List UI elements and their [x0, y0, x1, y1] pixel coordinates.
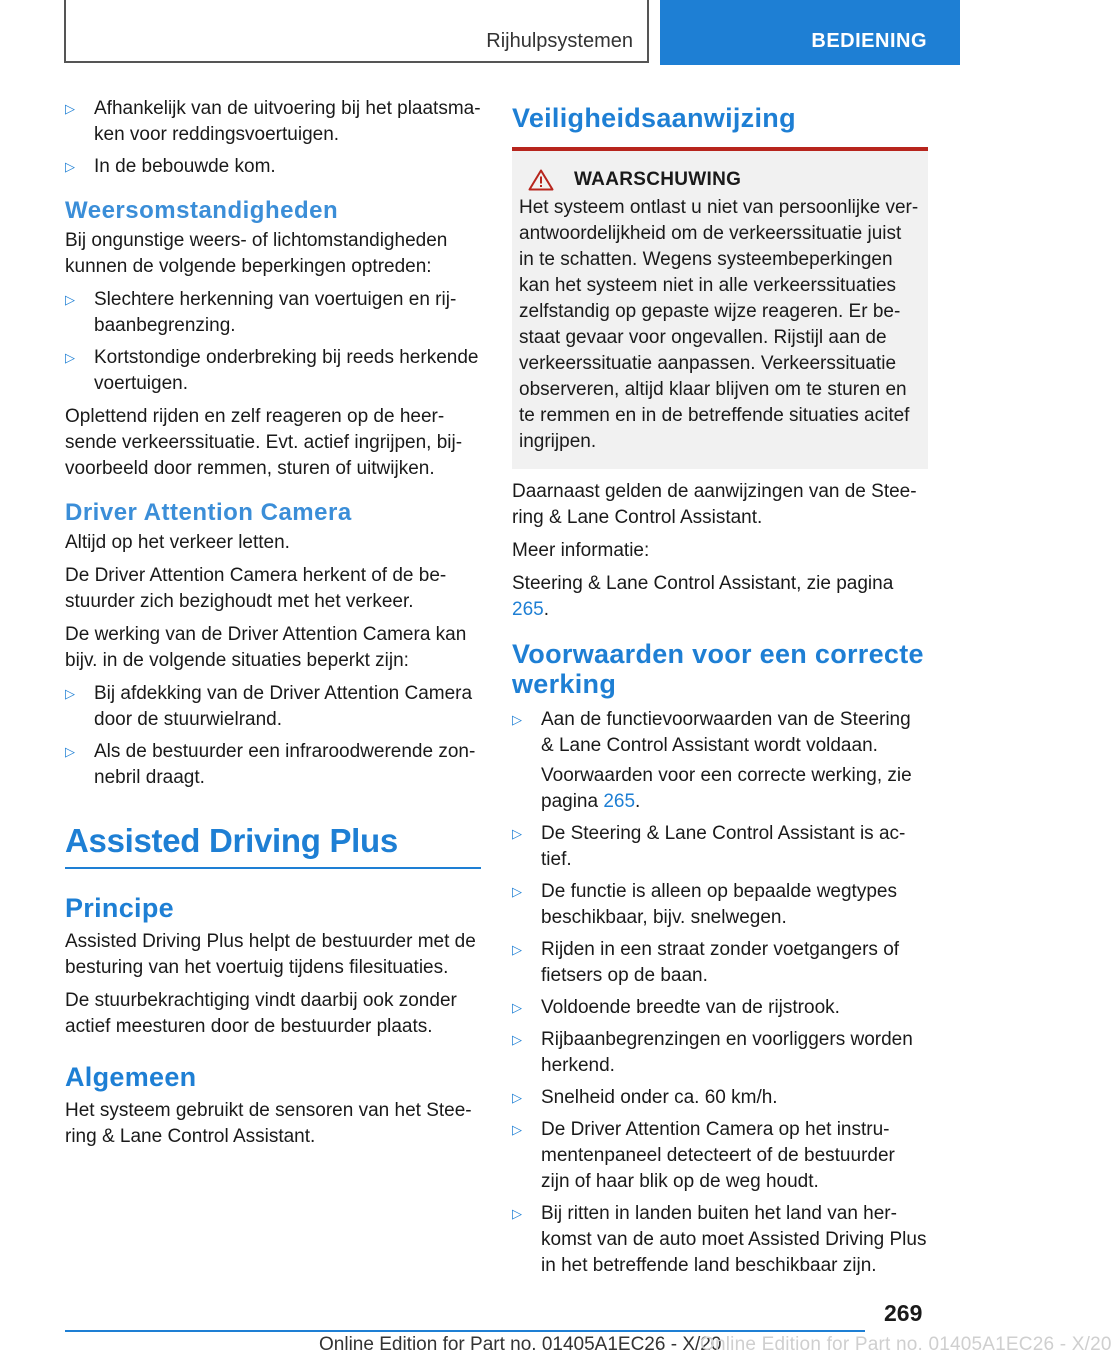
intro-bullet-list: [65, 96, 481, 180]
camera-paragraph-3: De werking van de Driver Attention Camera kan bijv. in de volgende situaties beperkt zijn:: [65, 624, 467, 671]
conditions-reference: Voorwaarden voor een correcte werking, zie pagina 265.: [541, 765, 912, 812]
page-header: [0, 0, 960, 66]
list-item: ▷ De functie is alleen op bepaalde wegtypes beschikbaar, bijv. snelwegen.: [512, 881, 897, 928]
edition-footer: Online Edition for Part no. 01405A1EC26 - X/20: [319, 1334, 722, 1355]
general-paragraph: Het systeem gebruikt de sensoren van het Steering & Lane Control Assistant.: [65, 1100, 472, 1147]
conditions-heading: Voorwaarden voor een correcte werking: [512, 639, 924, 699]
site-watermark: Online Edition for Part no. 01405A1EC26 - X/20: [700, 1334, 1112, 1355]
safety-heading: Veiligheidsaanwijzing: [512, 103, 796, 133]
list-item: ▷ De Driver Attention Camera op het instrumentenpaneel detecteert of de bestuurder zijn of haar blik op de weg houdt.: [512, 1119, 895, 1192]
reference-paragraph: Steering & Lane Control Assistant, zie pagina 265.: [512, 573, 894, 620]
camera-paragraph-1: Altijd op het verkeer letten.: [65, 532, 290, 553]
list-item: ▷ Rijbaanbegrenzingen en voorliggers worden herkend.: [512, 1029, 913, 1076]
list-item: ▷ De Steering & Lane Control Assistant is actief.: [512, 823, 906, 870]
conditions-bullet-list: [512, 707, 928, 1279]
chapter-title: BEDIENING: [811, 30, 927, 52]
weather-heading: Weersomstandigheden: [65, 197, 339, 224]
weather-note: Oplettend rijden en zelf reageren op de heersende verkeerssituatie. Evt. actief ingrijpen, bijvoorbeeld door remmen, sturen of uitwijken.: [65, 406, 463, 479]
list-item: ▷ Bij ritten in landen buiten het land van herkomst van de auto moet Assisted Driving Plus in het betreffende land beschikbaar zijn.: [512, 1203, 927, 1276]
triangle-bullet-icon: ▷: [65, 159, 75, 174]
list-item: ▷ Rijden in een straat zonder voetgangers of fietsers op de baan.: [512, 939, 900, 986]
list-item: ▷ Voldoende breedte van de rijstrook.: [512, 995, 928, 1021]
more-info-label: Meer informatie:: [512, 540, 650, 561]
additional-notes: Daarnaast gelden de aanwijzingen van de Steering & Lane Control Assistant.: [512, 481, 917, 528]
left-column: [65, 96, 481, 1157]
triangle-bullet-icon: ▷: [512, 1090, 522, 1105]
page-link[interactable]: 265: [512, 599, 544, 620]
warning-triangle-icon: [528, 169, 554, 191]
list-item: ▷ Bij afdekking van de Driver Attention Camera door de stuurwielrand.: [65, 683, 473, 730]
principle-paragraph-1: Assisted Driving Plus helpt de bestuurder met de besturing van het voertuig tijdens filesituaties.: [65, 931, 476, 978]
triangle-bullet-icon: ▷: [512, 1206, 522, 1221]
triangle-bullet-icon: ▷: [512, 826, 522, 841]
triangle-bullet-icon: ▷: [512, 884, 522, 899]
weather-intro: Bij ongunstige weers- of lichtomstandigheden kunnen de volgende beperkingen optreden:: [65, 230, 448, 277]
warning-title: WAARSCHUWING: [574, 169, 742, 190]
footer-divider: [65, 1330, 865, 1332]
section-tab: [64, 0, 649, 63]
weather-bullet-list: [65, 287, 481, 397]
general-heading: Algemeen: [65, 1062, 197, 1092]
principle-paragraph-2: De stuurbekrachtiging vindt daarbij ook zonder actief meesturen door de bestuurder plaats.: [65, 990, 457, 1037]
warning-title-row: [519, 169, 920, 191]
triangle-bullet-icon: ▷: [65, 101, 75, 116]
right-column: [512, 96, 928, 1286]
chapter-tab: [660, 0, 960, 65]
list-item: ▷ Afhankelijk van de uitvoering bij het plaatsmaken voor reddingsvoertuigen.: [65, 98, 481, 145]
warning-box: [512, 147, 928, 469]
camera-bullet-list: [65, 681, 481, 791]
warning-text: Het systeem ontlast u niet van persoonlijke verantwoordelijkheid om de verkeerssituatie juist in te schatten. Wegens systeembeperkingen kan het systeem niet in alle verkeerssituaties zelfstandig op gepaste wijze reageren. Er bestaat gevaar voor ongevallen. Rijstijl aan de verkeerssituatie aanpassen. Verkeerssituatie observeren, altijd klaar blijven om te sturen en te remmen en in de betreffende situaties acitef ingrijpen.: [519, 197, 919, 452]
triangle-bullet-icon: ▷: [512, 712, 522, 727]
page-link[interactable]: 265: [603, 791, 636, 812]
triangle-bullet-icon: ▷: [512, 942, 522, 957]
triangle-bullet-icon: ▷: [65, 686, 75, 701]
triangle-bullet-icon: ▷: [512, 1000, 522, 1015]
triangle-bullet-icon: ▷: [65, 350, 75, 365]
list-item: ▷ Aan de functievoorwaarden van de Steering & Lane Control Assistant wordt voldaan. Voorwaarden voor een correcte werking, zie pagina 265.: [512, 707, 928, 815]
camera-heading: Driver Attention Camera: [65, 499, 352, 526]
triangle-bullet-icon: ▷: [512, 1032, 522, 1047]
main-section-title: Assisted Driving Plus: [65, 821, 481, 869]
list-item: ▷ Kortstondige onderbreking bij reeds herkende voertuigen.: [65, 347, 479, 394]
triangle-bullet-icon: ▷: [512, 1122, 522, 1137]
triangle-bullet-icon: ▷: [65, 744, 75, 759]
list-item: ▷ Als de bestuurder een infraroodwerende zonnebril draagt.: [65, 741, 476, 788]
page-number: 269: [884, 1300, 923, 1326]
principle-heading: Principe: [65, 893, 174, 923]
list-item: ▷ In de bebouwde kom.: [65, 154, 481, 180]
section-title: Rijhulpsystemen: [486, 30, 633, 52]
list-item: ▷ Snelheid onder ca. 60 km/h.: [512, 1085, 928, 1111]
triangle-bullet-icon: ▷: [65, 292, 75, 307]
camera-paragraph-2: De Driver Attention Camera herkent of de bestuurder zich bezighoudt met het verkeer.: [65, 565, 447, 612]
list-item: ▷ Slechtere herkenning van voertuigen en rijbaanbegrenzing.: [65, 289, 457, 336]
